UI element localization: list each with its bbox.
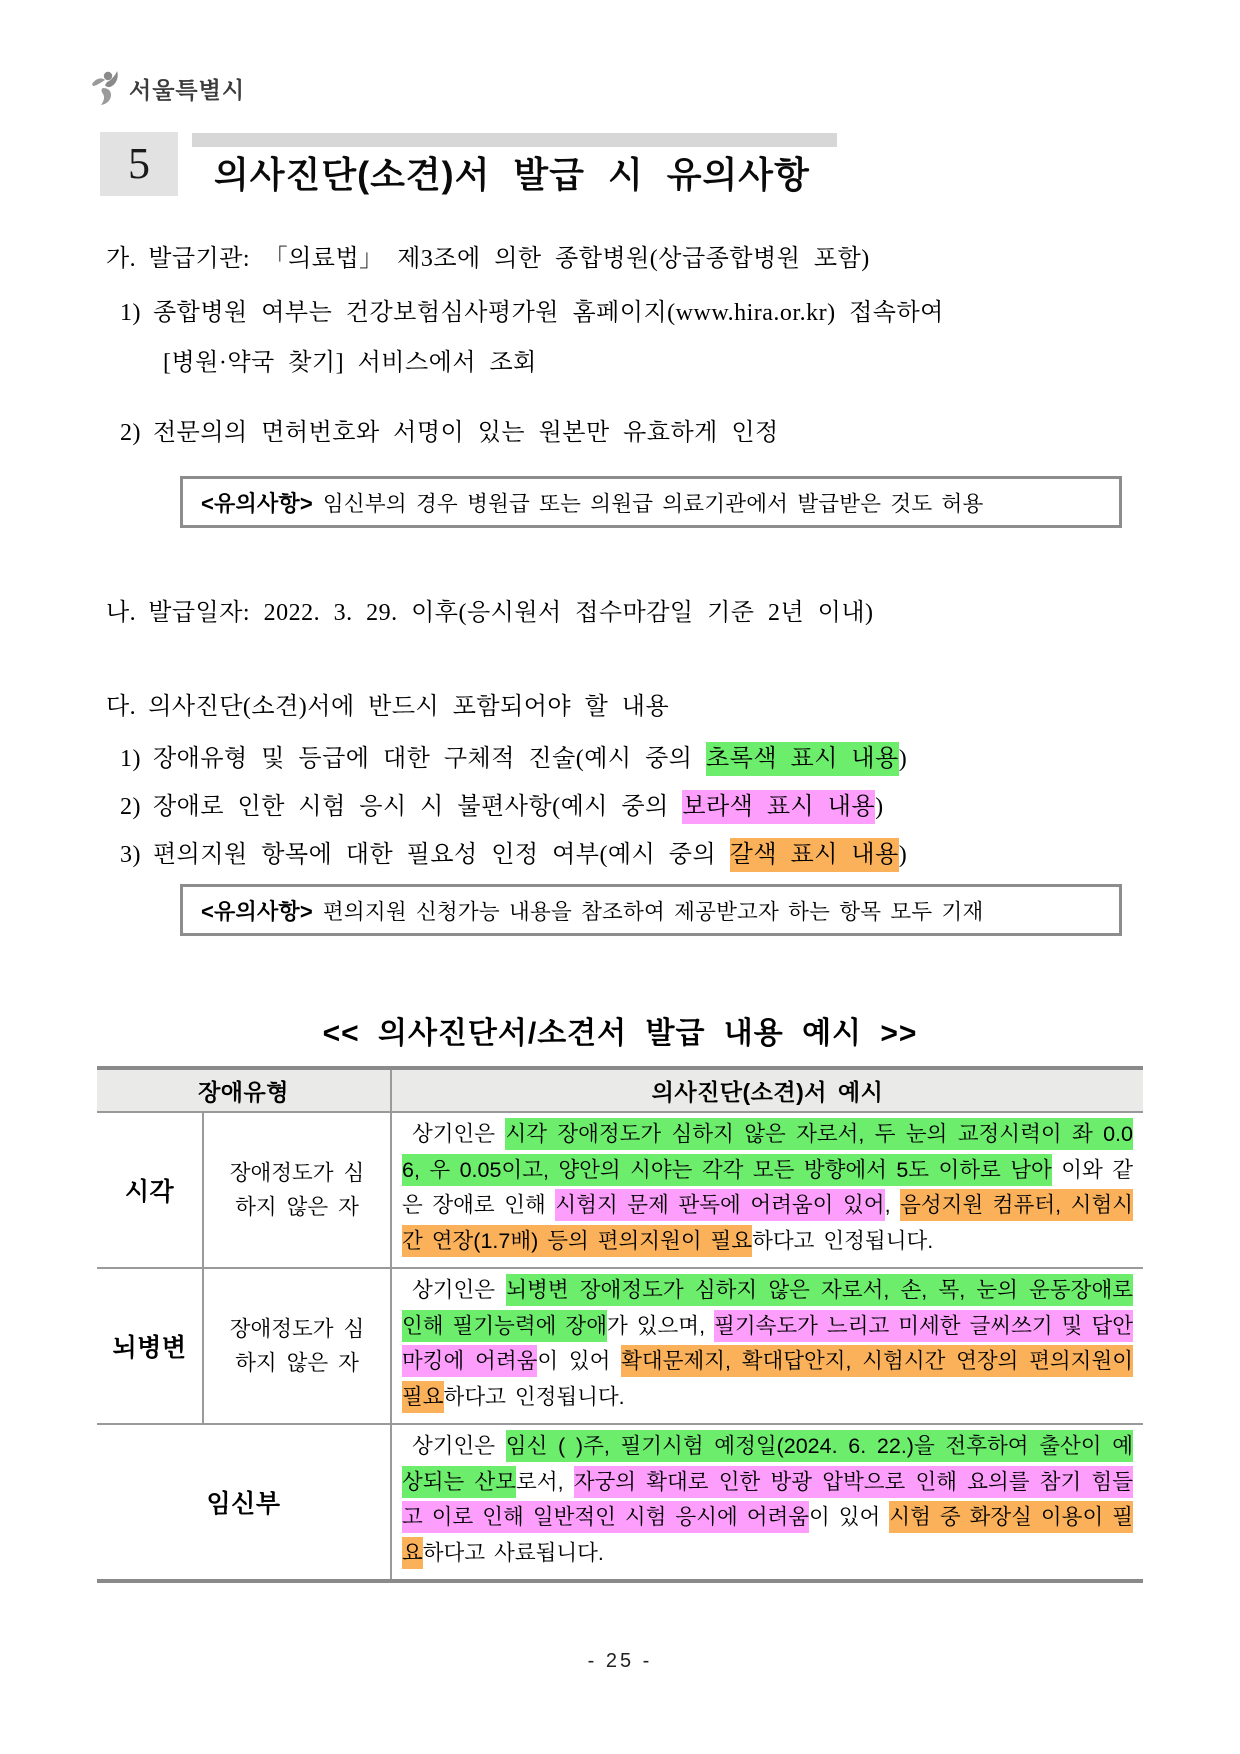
notice-box-1 [180, 476, 1122, 528]
notice-box-2 [180, 884, 1122, 936]
item-da-3 [120, 834, 907, 869]
item-ga-1-num: 1) [120, 300, 141, 326]
row1-grade: 장애정도가 심하지 않은 자 [203, 1112, 391, 1268]
table-header-row [97, 1068, 1143, 1112]
item-da-3-num: 3) [120, 842, 141, 868]
table-row [97, 1112, 1143, 1268]
item-ga-2 [120, 412, 779, 447]
item-ga [106, 238, 870, 273]
item-ga-text: 발급기관: 「의료법」 제3조에 의한 종합병원(상급종합병원 포함) [148, 246, 870, 272]
seoul-figure-icon [86, 70, 124, 106]
item-da-2-num: 2) [120, 794, 141, 820]
item-ga-1-line2 [163, 342, 537, 377]
row2-grade: 장애정도가 심하지 않은 자 [203, 1268, 391, 1424]
section-title-bar [192, 133, 837, 147]
example-table [97, 1066, 1143, 1583]
row2-type: 뇌병변 [97, 1268, 203, 1424]
item-na [106, 592, 874, 627]
item-da-2-text: 장애로 인한 시험 응시 시 불편사항(예시 중의 보라색 표시 내용) [153, 790, 884, 824]
page-number: - 25 - [587, 1650, 653, 1672]
row1-example-text: 상기인은 시각 장애정도가 심하지 않은 자로서, 두 눈의 교정시력이 좌 0.06, 우 0.05이고, 양안의 시야는 각각 모든 방향에서 5도 이하로 남아 이와 같은 장애로 인해 시험지 문제 판독에 어려움이 있어, 음성지원 컴퓨터, 시험시간 연장(1.7배) 등의 편의지원이 필요하다고 인정됩니다. [391, 1112, 1143, 1268]
seoul-city-logo [86, 70, 245, 106]
item-da-3-text: 편의지원 항목에 대한 필요성 인정 여부(예시 중의 갈색 표시 내용) [153, 838, 907, 872]
row3-type: 임신부 [97, 1424, 391, 1581]
item-da-1-text: 장애유형 및 등급에 대한 구체적 진술(예시 중의 초록색 표시 내용) [153, 742, 907, 776]
section-number: 5 [100, 132, 178, 196]
item-da-text: 의사진단(소견)서에 반드시 포함되어야 할 내용 [148, 694, 670, 720]
header-certificate-example: 의사진단(소견)서 예시 [391, 1068, 1143, 1112]
row1-type: 시각 [124, 1178, 175, 1206]
table-row [97, 1268, 1143, 1424]
notice-1-text: 임신부의 경우 병원급 또는 의원급 의료기관에서 발급받은 것도 허용 [322, 491, 984, 516]
item-ga-1-text2: [병원·약국 찾기] 서비스에서 조회 [163, 350, 537, 376]
item-ga-1-text: 종합병원 여부는 건강보험심사평가원 홈페이지(www.hira.or.kr) 접속하여 [153, 300, 944, 326]
notice-2-text: 편의지원 신청가능 내용을 참조하여 제공받고자 하는 항목 모두 기재 [322, 899, 984, 924]
item-ga-2-num: 2) [120, 420, 141, 446]
notice-2-label: <유의사항> [201, 898, 313, 924]
item-ga-label: 가. [106, 246, 137, 272]
item-da-1 [120, 738, 907, 773]
item-da-2 [120, 786, 884, 821]
header-disability-type: 장애유형 [97, 1068, 391, 1112]
item-da [106, 686, 669, 721]
item-na-label: 나. [106, 600, 137, 626]
item-na-text: 발급일자: 2022. 3. 29. 이후(응시원서 접수마감일 기준 2년 이내) [148, 600, 874, 626]
item-da-1-num: 1) [120, 746, 141, 772]
example-table-title: << 의사진단서/소견서 발급 내용 예시 >> [322, 1017, 918, 1050]
row2-example-text: 상기인은 뇌병변 장애정도가 심하지 않은 자로서, 손, 목, 눈의 운동장애로 인해 필기능력에 장애가 있으며, 필기속도가 느리고 미세한 글씨쓰기 및 답안마킹에 어려움이 있어 확대문제지, 확대답안지, 시험시간 연장의 편의지원이 필요하다고 인정됩니다. [391, 1268, 1143, 1424]
item-ga-1-line1 [120, 292, 944, 327]
notice-1-label: <유의사항> [201, 490, 313, 516]
item-da-label: 다. [106, 694, 137, 720]
table-row [97, 1424, 1143, 1581]
row3-example-text: 상기인은 임신 ( )주, 필기시험 예정일(2024. 6. 22.)을 전후하여 출산이 예상되는 산모로서, 자궁의 확대로 인한 방광 압박으로 인해 요의를 참기 힘들고 이로 인해 일반적인 시험 응시에 어려움이 있어 시험 중 화장실 이용이 필요하다고 사료됩니다. [391, 1424, 1143, 1581]
section-title: 의사진단(소견)서 발급 시 유의사항 [214, 154, 810, 195]
item-ga-2-text: 전문의의 면허번호와 서명이 있는 원본만 유효하게 인정 [153, 420, 779, 446]
logo-text: 서울특별시 [129, 76, 246, 103]
